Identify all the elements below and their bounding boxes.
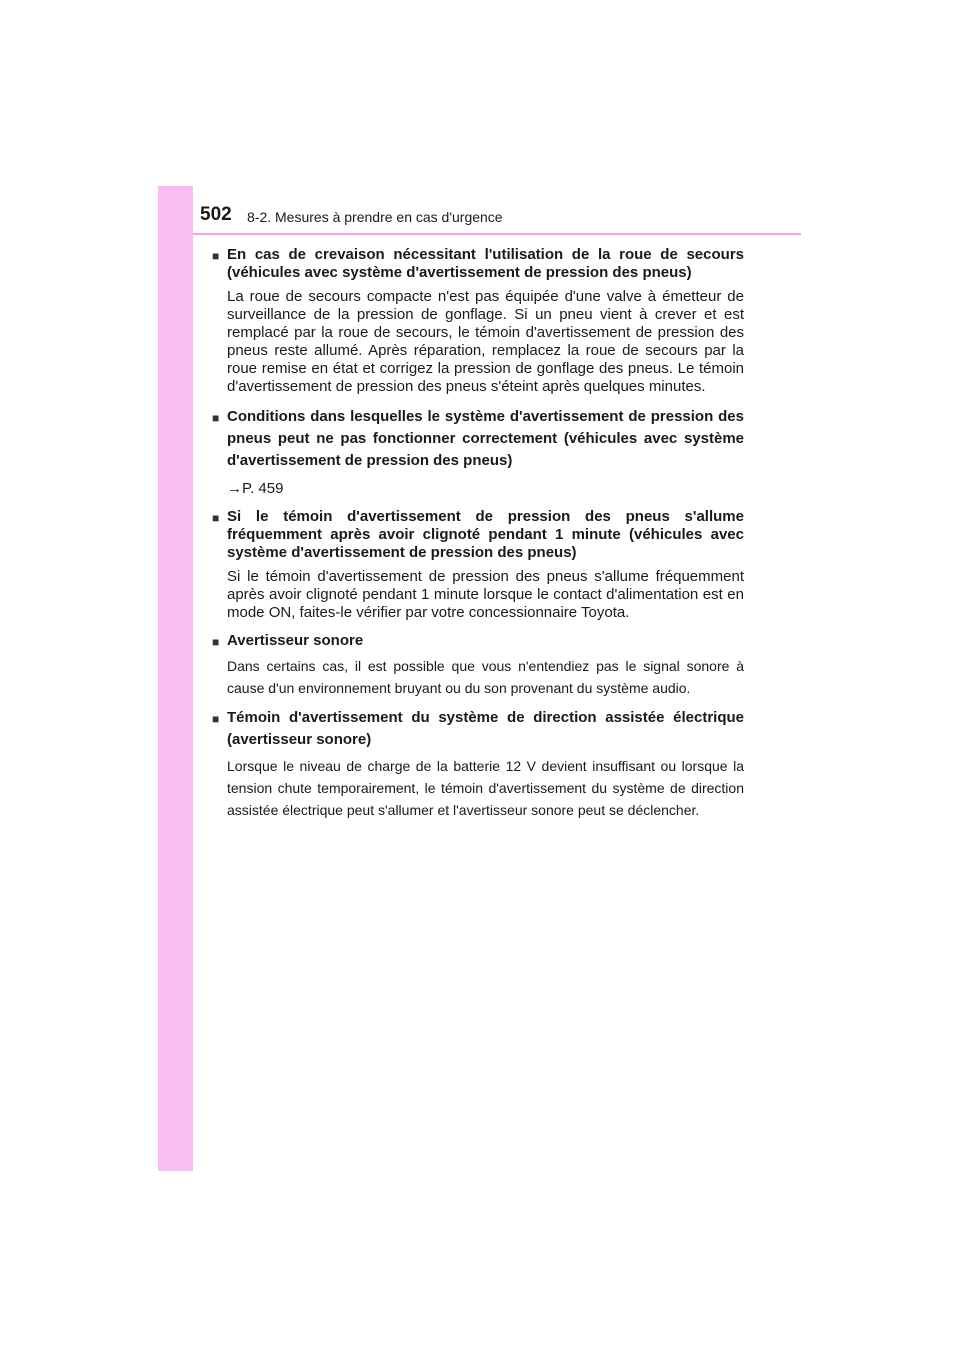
section-heading — [212, 246, 744, 282]
section-heading — [212, 632, 744, 651]
square-bullet-icon: ■ — [212, 712, 220, 726]
section-frequent-warning — [212, 508, 744, 622]
section-body: La roue de secours compacte n'est pas équipée d'une valve à émetteur de surveillance de la pression de gonflage. Si un pneu vient à crever et est remplacé par la roue de secours, le témoin d'avertissement de pression des pneus reste allumé. Après réparation, remplacez la roue de secours par la roue remise en état et corrigez la pression de gonflage des pneus. Le témoin d'avertissement de pression des pneus s'éteint après quelques minutes. — [227, 288, 744, 395]
chapter-side-tab — [158, 186, 193, 1171]
section-heading-text: Conditions dans lesquelles le système d'avertissement de pression des pneus peut ne pas fonctionner correctement (véhicules avec système d'avertissement de pression des pneus) — [227, 408, 744, 469]
section-heading-text: Témoin d'avertissement du système de direction assistée électrique (avertisseur sonore) — [227, 709, 744, 748]
square-bullet-icon: ■ — [212, 411, 220, 425]
section-heading-text: Avertisseur sonore — [227, 632, 364, 649]
section-heading — [212, 709, 744, 751]
square-bullet-icon: ■ — [212, 249, 220, 263]
page-number: 502 — [200, 204, 232, 225]
section-heading — [212, 508, 744, 562]
section-malfunction-conditions — [212, 408, 744, 498]
section-spare-tire — [212, 246, 744, 396]
square-bullet-icon: ■ — [212, 511, 220, 525]
page-reference-link[interactable]: →P. 459 — [227, 480, 284, 497]
header-divider — [193, 233, 801, 235]
section-buzzer — [212, 632, 744, 699]
section-heading — [212, 408, 744, 472]
section-heading-text: Si le témoin d'avertissement de pression des pneus s'allume fréquemment après avoir clignoté pendant 1 minute (véhicules avec système d'avertissement de pression des pneus) — [227, 508, 744, 561]
section-body: Dans certains cas, il est possible que vous n'entendiez pas le signal sonore à cause d'un environnement bruyant ou du son provenant du système audio. — [227, 658, 744, 696]
section-heading-text: En cas de crevaison nécessitant l'utilisation de la roue de secours (véhicules avec système d'avertissement de pression des pneus) — [227, 246, 744, 281]
square-bullet-icon: ■ — [212, 635, 220, 649]
section-body: Lorsque le niveau de charge de la batterie 12 V devient insuffisant ou lorsque la tension chute temporairement, le témoin d'avertissement du système de direction assistée électrique peut s'allumer et l'avertisseur sonore peut se déclencher. — [227, 758, 744, 818]
page-content — [212, 240, 744, 821]
section-title: 8-2. Mesures à prendre en cas d'urgence — [247, 209, 503, 225]
section-power-steering-warning — [212, 709, 744, 821]
section-body: Si le témoin d'avertissement de pression des pneus s'allume fréquemment après avoir clignoté pendant 1 minute lorsque le contact d'alimentation est en mode ON, faites-le vérifier par votre concessionnaire Toyota. — [227, 568, 744, 621]
